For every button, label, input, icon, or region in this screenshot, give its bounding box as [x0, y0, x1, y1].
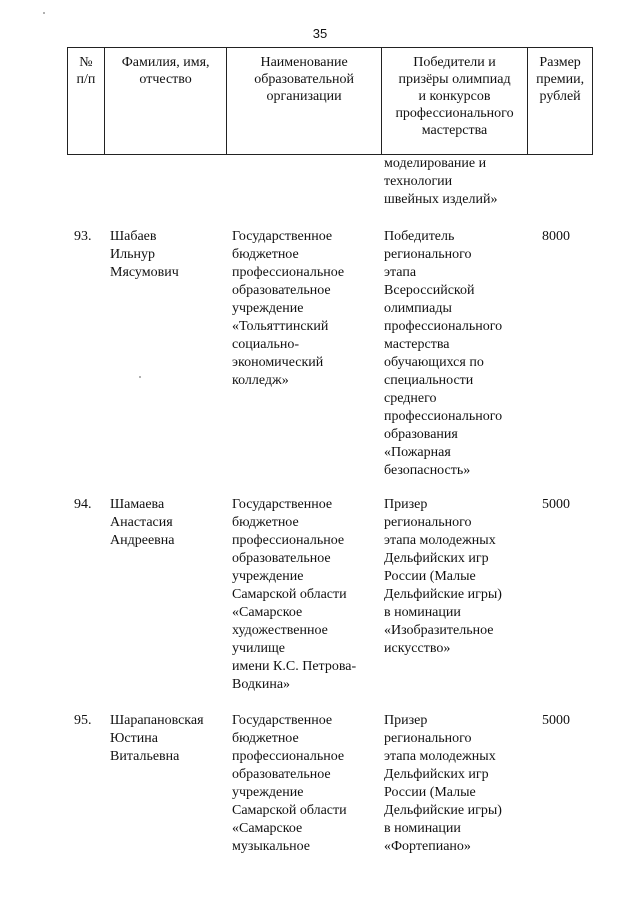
header-full-name: Фамилия, имя, отчество [105, 48, 228, 154]
achievement-description: Призер регионального этапа молодежных Дельфийских игр России (Малые Дельфийские игры) в номинации «Изобразительное искусство» [384, 497, 502, 656]
organization-name: Государственное бюджетное профессиональное образовательное учреждение Самарской области «Самарское художественное училище имени К.С. Петрова- Водкина» [232, 497, 357, 692]
achievement-description: Победитель регионального этапа Всероссийской олимпиады профессионального мастерства обучающихся по специальности среднего профессионального образования «Пожарная безопасность» [384, 229, 503, 478]
header-number: № п/п [68, 48, 105, 154]
scan-speck [139, 376, 141, 378]
page-number: 35 [312, 26, 328, 41]
header-prize: Размер премии, рублей [536, 55, 585, 104]
person-name: Шамаева Анастасия Андреевна [110, 497, 175, 548]
header-organization: Наименование образовательной организации [227, 48, 381, 154]
row-number: 95. [74, 713, 92, 728]
row-number: 94. [74, 497, 92, 512]
person-name: Шабаев Ильнур Мясумович [110, 229, 179, 280]
scan-speck [43, 12, 45, 14]
prize-amount: 5000 [542, 497, 570, 512]
continued-achievement-text: моделирование и технологии швейных изделий» [384, 156, 498, 207]
row-number: 93. [74, 229, 92, 244]
organization-name: Государственное бюджетное профессиональное образовательное учреждение Самарской области «Самарское музыкальное [232, 713, 347, 854]
achievement-description: Призер регионального этапа молодежных Дельфийских игр России (Малые Дельфийские игры) в номинации «Фортепиано» [384, 713, 502, 854]
prize-amount: 5000 [542, 713, 570, 728]
prize-amount: 8000 [542, 229, 570, 244]
person-name: Шарапановская Юстина Витальевна [110, 713, 204, 764]
organization-name: Государственное бюджетное профессиональное образовательное учреждение «Тольяттинский социально- экономический колледж» [232, 229, 345, 388]
header-achievement: Победители и призёры олимпиад и конкурсов профессионального мастерства [382, 48, 528, 154]
table-header [67, 47, 593, 155]
